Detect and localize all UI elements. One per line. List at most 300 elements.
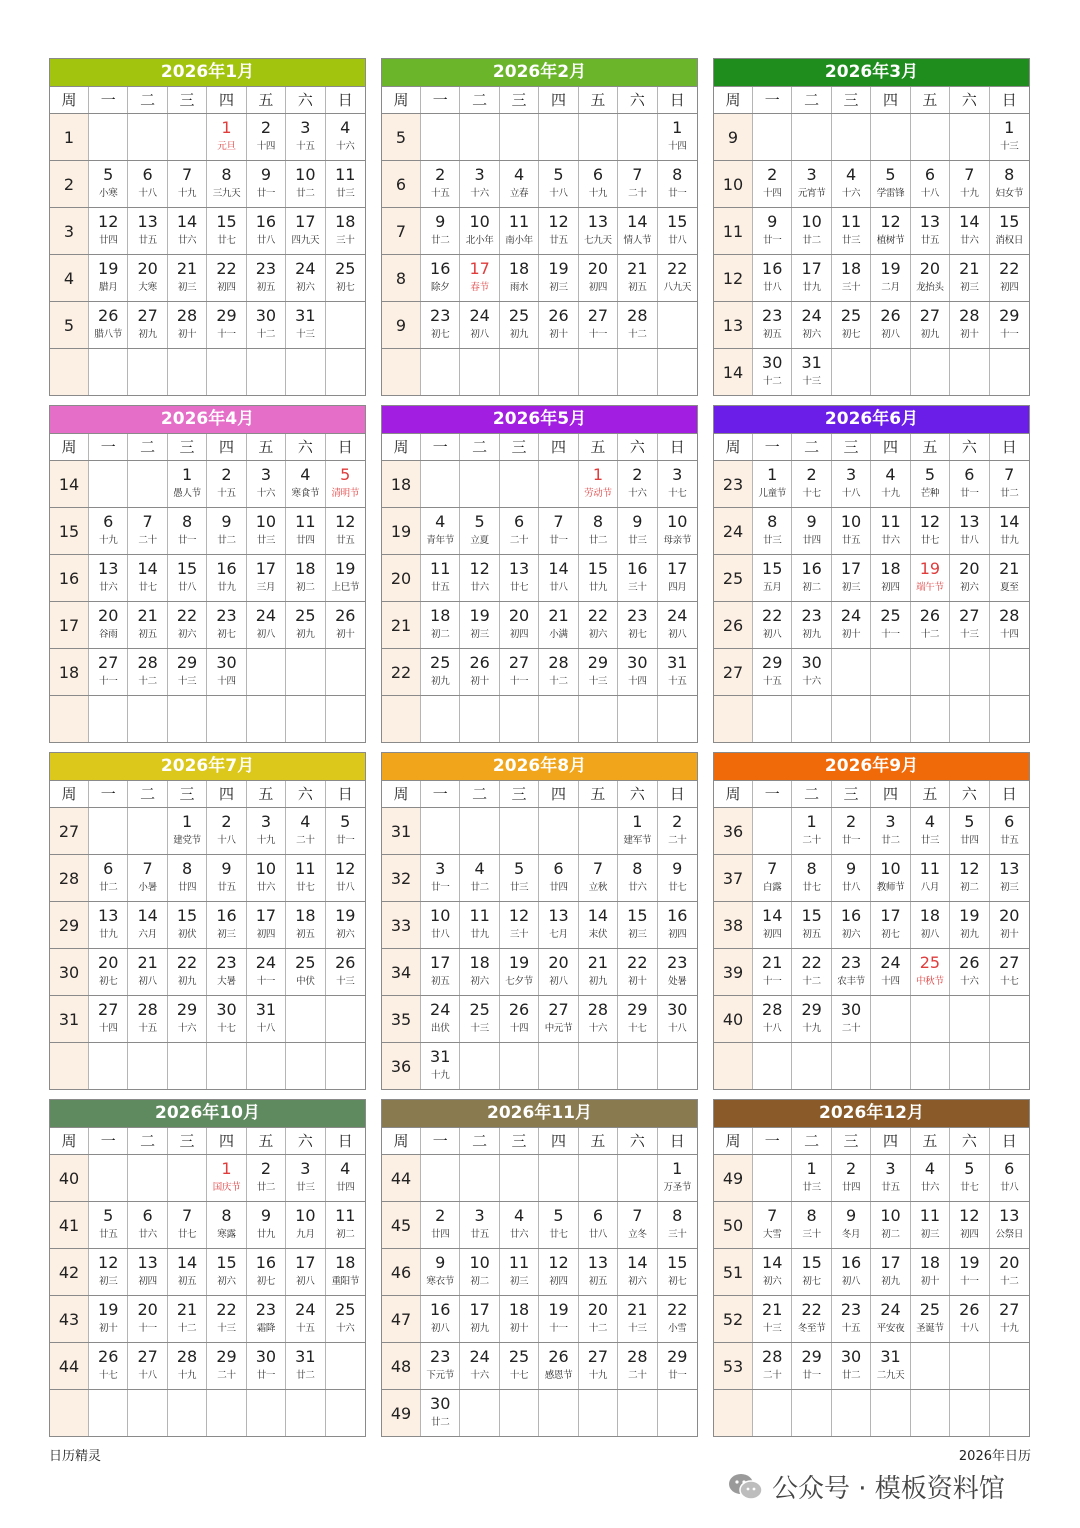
day-cell[interactable] [539,208,578,254]
day-cell[interactable] [753,1202,792,1248]
day-cell[interactable] [128,1249,167,1295]
day-cell[interactable] [579,855,618,901]
day-cell[interactable] [286,508,325,554]
day-cell[interactable] [990,855,1029,901]
day-cell[interactable] [539,996,578,1042]
day-cell[interactable] [460,855,499,901]
day-cell[interactable] [460,255,499,301]
day-cell[interactable] [326,255,365,301]
day-cell[interactable] [539,949,578,995]
day-cell[interactable] [326,461,365,507]
day-cell[interactable] [421,855,460,901]
day-cell[interactable] [460,208,499,254]
day-cell[interactable] [792,996,831,1042]
day-cell[interactable] [421,1343,460,1389]
day-cell[interactable] [207,302,246,348]
day-cell[interactable] [950,949,989,995]
day-cell[interactable] [871,255,910,301]
day-cell[interactable] [832,1155,871,1201]
day-cell[interactable] [792,1296,831,1342]
day-cell[interactable] [247,1202,286,1248]
day-cell[interactable] [832,855,871,901]
day-cell[interactable] [871,1296,910,1342]
day-cell[interactable] [618,302,657,348]
day-cell[interactable] [421,1043,460,1089]
day-cell[interactable] [579,1249,618,1295]
day-cell[interactable] [128,996,167,1042]
day-cell[interactable] [460,302,499,348]
day-cell[interactable] [658,1343,697,1389]
day-cell[interactable] [539,649,578,695]
day-cell[interactable] [500,161,539,207]
day-cell[interactable] [832,902,871,948]
day-cell[interactable] [326,808,365,854]
day-cell[interactable] [207,255,246,301]
day-cell[interactable] [168,461,207,507]
day-cell[interactable] [579,555,618,601]
day-cell[interactable] [871,1155,910,1201]
day-cell[interactable] [460,1343,499,1389]
day-cell[interactable] [753,855,792,901]
day-cell[interactable] [579,1343,618,1389]
day-cell[interactable] [832,461,871,507]
day-cell[interactable] [658,255,697,301]
day-cell[interactable] [911,555,950,601]
day-cell[interactable] [990,602,1029,648]
day-cell[interactable] [128,1296,167,1342]
day-cell[interactable] [168,996,207,1042]
day-cell[interactable] [207,1343,246,1389]
day-cell[interactable] [753,508,792,554]
day-cell[interactable] [753,902,792,948]
day-cell[interactable] [658,555,697,601]
day-cell[interactable] [792,649,831,695]
day-cell[interactable] [326,508,365,554]
day-cell[interactable] [832,808,871,854]
day-cell[interactable] [207,602,246,648]
day-cell[interactable] [539,602,578,648]
day-cell[interactable] [792,349,831,395]
day-cell[interactable] [168,161,207,207]
day-cell[interactable] [247,855,286,901]
day-cell[interactable] [128,649,167,695]
day-cell[interactable] [421,1202,460,1248]
day-cell[interactable] [500,855,539,901]
day-cell[interactable] [618,1202,657,1248]
day-cell[interactable] [128,208,167,254]
day-cell[interactable] [168,855,207,901]
day-cell[interactable] [539,855,578,901]
day-cell[interactable] [792,302,831,348]
day-cell[interactable] [753,555,792,601]
day-cell[interactable] [247,1343,286,1389]
day-cell[interactable] [618,208,657,254]
day-cell[interactable] [950,808,989,854]
day-cell[interactable] [911,1155,950,1201]
day-cell[interactable] [871,949,910,995]
day-cell[interactable] [168,1249,207,1295]
day-cell[interactable] [128,902,167,948]
day-cell[interactable] [990,1249,1029,1295]
day-cell[interactable] [207,996,246,1042]
day-cell[interactable] [286,808,325,854]
day-cell[interactable] [658,1155,697,1201]
day-cell[interactable] [421,649,460,695]
day-cell[interactable] [168,1343,207,1389]
day-cell[interactable] [89,855,128,901]
day-cell[interactable] [89,161,128,207]
day-cell[interactable] [286,161,325,207]
day-cell[interactable] [658,114,697,160]
day-cell[interactable] [579,161,618,207]
day-cell[interactable] [168,555,207,601]
day-cell[interactable] [658,808,697,854]
day-cell[interactable] [286,461,325,507]
day-cell[interactable] [326,949,365,995]
day-cell[interactable] [658,649,697,695]
day-cell[interactable] [500,602,539,648]
day-cell[interactable] [128,508,167,554]
day-cell[interactable] [990,555,1029,601]
day-cell[interactable] [326,1202,365,1248]
day-cell[interactable] [207,1249,246,1295]
day-cell[interactable] [207,555,246,601]
day-cell[interactable] [89,302,128,348]
day-cell[interactable] [950,902,989,948]
day-cell[interactable] [753,949,792,995]
day-cell[interactable] [247,508,286,554]
day-cell[interactable] [911,1296,950,1342]
day-cell[interactable] [871,508,910,554]
day-cell[interactable] [911,855,950,901]
day-cell[interactable] [207,855,246,901]
day-cell[interactable] [539,161,578,207]
day-cell[interactable] [286,302,325,348]
day-cell[interactable] [911,161,950,207]
day-cell[interactable] [579,902,618,948]
day-cell[interactable] [618,602,657,648]
day-cell[interactable] [990,1155,1029,1201]
day-cell[interactable] [911,902,950,948]
day-cell[interactable] [286,949,325,995]
day-cell[interactable] [286,602,325,648]
day-cell[interactable] [871,808,910,854]
day-cell[interactable] [207,1202,246,1248]
day-cell[interactable] [753,161,792,207]
day-cell[interactable] [618,808,657,854]
day-cell[interactable] [89,555,128,601]
day-cell[interactable] [832,1343,871,1389]
day-cell[interactable] [207,649,246,695]
day-cell[interactable] [247,208,286,254]
day-cell[interactable] [207,114,246,160]
day-cell[interactable] [871,208,910,254]
day-cell[interactable] [89,1296,128,1342]
day-cell[interactable] [207,1296,246,1342]
day-cell[interactable] [753,602,792,648]
day-cell[interactable] [500,555,539,601]
day-cell[interactable] [128,161,167,207]
day-cell[interactable] [421,255,460,301]
day-cell[interactable] [911,808,950,854]
day-cell[interactable] [326,208,365,254]
day-cell[interactable] [990,461,1029,507]
day-cell[interactable] [871,1202,910,1248]
day-cell[interactable] [539,1249,578,1295]
day-cell[interactable] [89,1343,128,1389]
day-cell[interactable] [579,602,618,648]
day-cell[interactable] [89,996,128,1042]
day-cell[interactable] [326,1296,365,1342]
day-cell[interactable] [792,1343,831,1389]
day-cell[interactable] [753,208,792,254]
day-cell[interactable] [460,602,499,648]
day-cell[interactable] [579,649,618,695]
day-cell[interactable] [753,996,792,1042]
day-cell[interactable] [168,255,207,301]
day-cell[interactable] [950,508,989,554]
day-cell[interactable] [792,255,831,301]
day-cell[interactable] [539,255,578,301]
day-cell[interactable] [421,902,460,948]
day-cell[interactable] [128,302,167,348]
day-cell[interactable] [168,1202,207,1248]
day-cell[interactable] [950,1155,989,1201]
day-cell[interactable] [207,902,246,948]
day-cell[interactable] [286,255,325,301]
day-cell[interactable] [911,302,950,348]
day-cell[interactable] [89,255,128,301]
day-cell[interactable] [753,1343,792,1389]
day-cell[interactable] [832,1202,871,1248]
day-cell[interactable] [658,949,697,995]
day-cell[interactable] [658,508,697,554]
day-cell[interactable] [500,902,539,948]
day-cell[interactable] [207,161,246,207]
day-cell[interactable] [286,1155,325,1201]
day-cell[interactable] [128,1202,167,1248]
day-cell[interactable] [753,302,792,348]
day-cell[interactable] [421,996,460,1042]
day-cell[interactable] [950,255,989,301]
day-cell[interactable] [421,1249,460,1295]
day-cell[interactable] [539,555,578,601]
day-cell[interactable] [500,649,539,695]
day-cell[interactable] [911,208,950,254]
day-cell[interactable] [792,1202,831,1248]
day-cell[interactable] [539,902,578,948]
day-cell[interactable] [579,302,618,348]
day-cell[interactable] [500,302,539,348]
day-cell[interactable] [500,255,539,301]
day-cell[interactable] [247,114,286,160]
day-cell[interactable] [911,1202,950,1248]
day-cell[interactable] [286,1296,325,1342]
day-cell[interactable] [950,855,989,901]
day-cell[interactable] [792,1249,831,1295]
day-cell[interactable] [247,1249,286,1295]
day-cell[interactable] [618,461,657,507]
day-cell[interactable] [658,902,697,948]
day-cell[interactable] [911,461,950,507]
day-cell[interactable] [871,1343,910,1389]
day-cell[interactable] [168,902,207,948]
day-cell[interactable] [950,302,989,348]
day-cell[interactable] [286,902,325,948]
day-cell[interactable] [168,649,207,695]
day-cell[interactable] [618,1249,657,1295]
day-cell[interactable] [753,649,792,695]
day-cell[interactable] [286,555,325,601]
day-cell[interactable] [990,114,1029,160]
day-cell[interactable] [128,602,167,648]
day-cell[interactable] [168,602,207,648]
day-cell[interactable] [618,1296,657,1342]
day-cell[interactable] [950,555,989,601]
day-cell[interactable] [207,808,246,854]
day-cell[interactable] [658,855,697,901]
day-cell[interactable] [460,996,499,1042]
day-cell[interactable] [911,1249,950,1295]
day-cell[interactable] [168,1296,207,1342]
day-cell[interactable] [89,602,128,648]
day-cell[interactable] [832,255,871,301]
day-cell[interactable] [286,1343,325,1389]
day-cell[interactable] [618,902,657,948]
day-cell[interactable] [658,1202,697,1248]
day-cell[interactable] [539,1343,578,1389]
day-cell[interactable] [460,902,499,948]
day-cell[interactable] [579,1202,618,1248]
day-cell[interactable] [658,1249,697,1295]
day-cell[interactable] [207,208,246,254]
day-cell[interactable] [990,949,1029,995]
day-cell[interactable] [990,161,1029,207]
day-cell[interactable] [618,255,657,301]
day-cell[interactable] [792,1155,831,1201]
day-cell[interactable] [618,161,657,207]
day-cell[interactable] [500,949,539,995]
day-cell[interactable] [792,161,831,207]
day-cell[interactable] [128,255,167,301]
day-cell[interactable] [618,555,657,601]
day-cell[interactable] [618,649,657,695]
day-cell[interactable] [460,555,499,601]
day-cell[interactable] [89,949,128,995]
day-cell[interactable] [421,949,460,995]
day-cell[interactable] [871,602,910,648]
day-cell[interactable] [421,602,460,648]
day-cell[interactable] [500,1296,539,1342]
day-cell[interactable] [792,902,831,948]
day-cell[interactable] [871,902,910,948]
day-cell[interactable] [990,208,1029,254]
day-cell[interactable] [950,1296,989,1342]
day-cell[interactable] [579,1296,618,1342]
day-cell[interactable] [460,1202,499,1248]
day-cell[interactable] [990,808,1029,854]
day-cell[interactable] [286,114,325,160]
day-cell[interactable] [579,996,618,1042]
day-cell[interactable] [421,208,460,254]
day-cell[interactable] [500,1202,539,1248]
day-cell[interactable] [832,1249,871,1295]
day-cell[interactable] [832,555,871,601]
day-cell[interactable] [89,1202,128,1248]
day-cell[interactable] [911,508,950,554]
day-cell[interactable] [460,1296,499,1342]
day-cell[interactable] [247,602,286,648]
day-cell[interactable] [753,255,792,301]
day-cell[interactable] [658,161,697,207]
day-cell[interactable] [792,208,831,254]
day-cell[interactable] [89,1249,128,1295]
day-cell[interactable] [832,602,871,648]
day-cell[interactable] [89,208,128,254]
day-cell[interactable] [871,161,910,207]
day-cell[interactable] [871,555,910,601]
day-cell[interactable] [871,302,910,348]
day-cell[interactable] [460,949,499,995]
day-cell[interactable] [247,1296,286,1342]
day-cell[interactable] [911,255,950,301]
day-cell[interactable] [168,508,207,554]
day-cell[interactable] [618,855,657,901]
day-cell[interactable] [326,114,365,160]
day-cell[interactable] [539,302,578,348]
day-cell[interactable] [792,602,831,648]
day-cell[interactable] [792,949,831,995]
day-cell[interactable] [579,949,618,995]
day-cell[interactable] [286,1249,325,1295]
day-cell[interactable] [911,949,950,995]
day-cell[interactable] [618,996,657,1042]
day-cell[interactable] [658,208,697,254]
day-cell[interactable] [990,255,1029,301]
day-cell[interactable] [128,855,167,901]
day-cell[interactable] [579,508,618,554]
day-cell[interactable] [832,1296,871,1342]
day-cell[interactable] [500,996,539,1042]
day-cell[interactable] [832,996,871,1042]
day-cell[interactable] [753,461,792,507]
day-cell[interactable] [539,1296,578,1342]
day-cell[interactable] [753,349,792,395]
day-cell[interactable] [247,996,286,1042]
day-cell[interactable] [460,161,499,207]
day-cell[interactable] [326,555,365,601]
day-cell[interactable] [500,208,539,254]
day-cell[interactable] [326,902,365,948]
day-cell[interactable] [128,1343,167,1389]
day-cell[interactable] [871,855,910,901]
day-cell[interactable] [168,949,207,995]
day-cell[interactable] [89,902,128,948]
day-cell[interactable] [792,508,831,554]
day-cell[interactable] [89,508,128,554]
day-cell[interactable] [792,555,831,601]
day-cell[interactable] [950,602,989,648]
day-cell[interactable] [421,302,460,348]
day-cell[interactable] [950,1202,989,1248]
day-cell[interactable] [832,949,871,995]
day-cell[interactable] [286,855,325,901]
day-cell[interactable] [990,1296,1029,1342]
day-cell[interactable] [658,602,697,648]
day-cell[interactable] [247,255,286,301]
day-cell[interactable] [618,949,657,995]
day-cell[interactable] [247,902,286,948]
